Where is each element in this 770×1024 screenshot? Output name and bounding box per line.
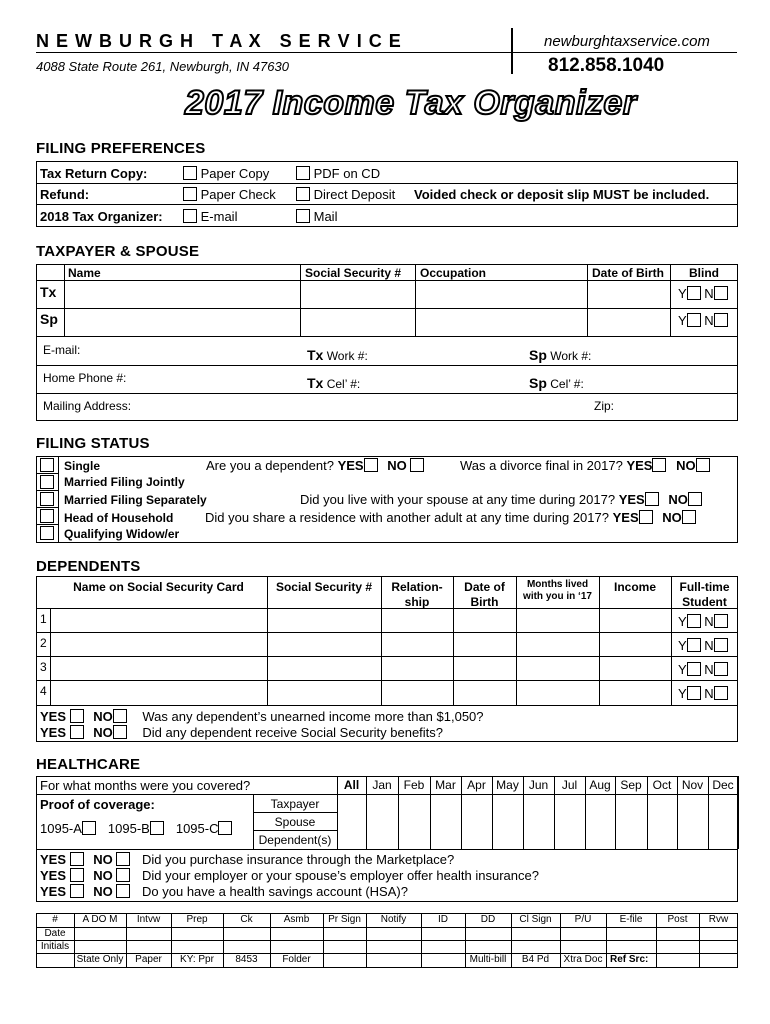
filing-status-heading: FILING STATUS bbox=[36, 435, 150, 452]
share-residence-yes-checkbox[interactable] bbox=[639, 510, 653, 524]
dep1-student-no-checkbox[interactable] bbox=[714, 614, 728, 628]
status-mfj: Married Filing Jointly bbox=[64, 475, 185, 489]
hsa-question: Do you have a health savings account (HSA)? bbox=[142, 884, 408, 899]
voided-check-note: Voided check or deposit slip MUST be included. bbox=[414, 187, 710, 202]
month-12: Dec bbox=[712, 778, 734, 792]
dep-row-4: 4 bbox=[40, 684, 47, 698]
status-mfs: Married Filing Separately bbox=[64, 493, 207, 507]
dep-col-income: Income bbox=[613, 580, 656, 594]
yes-label: YES bbox=[40, 868, 67, 883]
month-0: All bbox=[343, 778, 360, 792]
office-footer-7: Xtra Doc bbox=[563, 954, 603, 965]
dependent-no-checkbox[interactable] bbox=[410, 458, 424, 472]
office-col-12: E-file bbox=[619, 914, 643, 925]
paper-check-label: Paper Check bbox=[200, 187, 276, 202]
office-col-6: Pr Sign bbox=[328, 914, 361, 925]
paper-copy-checkbox[interactable] bbox=[183, 166, 197, 180]
marketplace-yes-checkbox[interactable] bbox=[70, 852, 84, 866]
yes-y: Y bbox=[678, 313, 687, 328]
month-11: Nov bbox=[681, 778, 704, 792]
employer-no-checkbox[interactable] bbox=[116, 868, 130, 882]
office-col-5: Asmb bbox=[283, 914, 310, 925]
proof-label: Proof of coverage: bbox=[40, 797, 155, 812]
month-4: Apr bbox=[467, 778, 486, 792]
live-spouse-no-checkbox[interactable] bbox=[688, 492, 702, 506]
col-blind: Blind bbox=[689, 266, 719, 280]
unearned-yes-checkbox[interactable] bbox=[70, 709, 84, 723]
no-n: N bbox=[704, 686, 714, 701]
yes-label: YES bbox=[40, 884, 67, 899]
dependents-heading: DEPENDENTS bbox=[36, 558, 141, 575]
no-label: NO bbox=[93, 852, 113, 867]
ss-benefits-question: Did any dependent receive Social Security benefits? bbox=[142, 725, 444, 740]
pref-label: Tax Return Copy: bbox=[40, 166, 148, 181]
unearned-question: Was any dependent’s unearned income more than $1,050? bbox=[142, 709, 484, 724]
dep-col-dob: Date of bbox=[464, 580, 505, 594]
mailing-address-label: Mailing Address: bbox=[43, 399, 132, 413]
sp-prefix: Sp bbox=[529, 375, 547, 391]
dep-col-name: Name on Social Security Card bbox=[73, 580, 244, 594]
dep-col-dob-2: Birth bbox=[470, 595, 499, 609]
dep4-student-no-checkbox[interactable] bbox=[714, 686, 728, 700]
no-label: NO bbox=[93, 868, 113, 883]
tx-row-label: Tx bbox=[40, 284, 57, 300]
zip-label: Zip: bbox=[594, 399, 615, 413]
form-1095b-label: 1095-B bbox=[107, 821, 150, 836]
yes-y: Y bbox=[678, 662, 687, 677]
month-2: Feb bbox=[403, 778, 425, 792]
employer-yes-checkbox[interactable] bbox=[70, 868, 84, 882]
col-dob: Date of Birth bbox=[592, 266, 664, 280]
paper-copy-label: Paper Copy bbox=[200, 166, 270, 181]
month-9: Sep bbox=[620, 778, 642, 792]
pdf-cd-label: PDF on CD bbox=[313, 166, 381, 181]
spouse-label: Spouse bbox=[274, 815, 316, 829]
dep-col-fulltime: Full-time bbox=[679, 580, 730, 594]
col-name: Name bbox=[68, 266, 101, 280]
hsa-no-checkbox[interactable] bbox=[116, 884, 130, 898]
share-residence-question: Did you share a residence with another adult at any time during 2017? bbox=[205, 510, 609, 525]
no-n: N bbox=[704, 662, 714, 677]
dep4-student-yes-checkbox[interactable] bbox=[687, 686, 701, 700]
company-website[interactable]: newburghtaxservice.com bbox=[544, 33, 710, 50]
no-label: NO bbox=[93, 725, 113, 740]
yes-y: Y bbox=[678, 286, 687, 301]
office-footer-0: State Only bbox=[76, 954, 124, 965]
status-hoh: Head of Household bbox=[64, 511, 174, 525]
yes-label: YES bbox=[626, 458, 653, 473]
dependent-question: Are you a dependent? bbox=[206, 458, 334, 473]
live-spouse-question: Did you live with your spouse at any time during 2017? bbox=[300, 492, 616, 507]
yes-label: YES bbox=[612, 510, 639, 525]
dependent-yes-checkbox[interactable] bbox=[364, 458, 378, 472]
email-organizer-label: E-mail bbox=[200, 209, 238, 224]
divorce-no-checkbox[interactable] bbox=[696, 458, 710, 472]
tx-cel-label: Cel’ #: bbox=[326, 377, 361, 391]
no-label: NO bbox=[93, 884, 113, 899]
tx-work-label: Work #: bbox=[326, 349, 368, 363]
office-col-9: DD bbox=[480, 914, 496, 925]
dep2-student-yes-checkbox[interactable] bbox=[687, 638, 701, 652]
tx-blind-no-checkbox[interactable] bbox=[714, 286, 728, 300]
form-1095c-label: 1095-C bbox=[175, 821, 219, 836]
taxpayer-box bbox=[36, 264, 738, 421]
col-ssn: Social Security # bbox=[305, 266, 402, 280]
office-col-13: Post bbox=[667, 914, 688, 925]
divorce-yes-checkbox[interactable] bbox=[652, 458, 666, 472]
dependents-label: Dependent(s) bbox=[258, 833, 332, 847]
ss-benefits-no-checkbox[interactable] bbox=[113, 725, 127, 739]
form-1095a-label: 1095-A bbox=[40, 821, 82, 836]
yes-label: YES bbox=[40, 709, 67, 724]
month-1: Jan bbox=[372, 778, 392, 792]
office-col-10: Cl Sign bbox=[519, 914, 552, 925]
no-label: NO bbox=[668, 492, 688, 507]
month-10: Oct bbox=[652, 778, 672, 792]
live-spouse-yes-checkbox[interactable] bbox=[645, 492, 659, 506]
yes-label: YES bbox=[40, 852, 67, 867]
dep-col-relation-2: ship bbox=[404, 595, 430, 609]
office-col-1: A DO M bbox=[82, 914, 118, 925]
col-occupation: Occupation bbox=[420, 266, 487, 280]
no-label: NO bbox=[662, 510, 682, 525]
sp-work-label: Work #: bbox=[550, 349, 592, 363]
office-initials-label: Initials bbox=[40, 941, 70, 952]
dep3-student-yes-checkbox[interactable] bbox=[687, 662, 701, 676]
dep2-student-no-checkbox[interactable] bbox=[714, 638, 728, 652]
office-footer-5: Multi-bill bbox=[469, 954, 507, 965]
ss-benefits-yes-checkbox[interactable] bbox=[70, 725, 84, 739]
form-title: 2017 Income Tax Organizer bbox=[185, 84, 637, 122]
office-col-8: ID bbox=[438, 914, 448, 925]
dep-col-months: Months lived bbox=[526, 579, 589, 590]
dep1-student-yes-checkbox[interactable] bbox=[687, 614, 701, 628]
email-organizer-checkbox[interactable] bbox=[183, 209, 197, 223]
sp-blind-yes-checkbox[interactable] bbox=[687, 313, 701, 327]
filing-preferences-heading: FILING PREFERENCES bbox=[36, 140, 206, 157]
company-phone: 812.858.1040 bbox=[548, 55, 665, 76]
office-footer-2: KY: Ppr bbox=[180, 954, 214, 965]
no-n: N bbox=[704, 638, 714, 653]
dep3-student-no-checkbox[interactable] bbox=[714, 662, 728, 676]
tx-prefix: Tx bbox=[307, 375, 324, 391]
ref-src-label: Ref Src: bbox=[610, 954, 649, 965]
mail-organizer-checkbox[interactable] bbox=[296, 209, 310, 223]
marketplace-question: Did you purchase insurance through the Marketplace? bbox=[142, 852, 455, 867]
no-n: N bbox=[704, 614, 714, 629]
no-label: NO bbox=[387, 458, 407, 473]
direct-deposit-label: Direct Deposit bbox=[313, 187, 396, 202]
office-col-2: Intvw bbox=[136, 914, 161, 925]
yes-y: Y bbox=[678, 614, 687, 629]
dep-row-1: 1 bbox=[40, 612, 47, 626]
sp-blind-no-checkbox[interactable] bbox=[714, 313, 728, 327]
unearned-no-checkbox[interactable] bbox=[113, 709, 127, 723]
dep-col-fulltime-2: Student bbox=[682, 595, 727, 609]
direct-deposit-checkbox[interactable] bbox=[296, 187, 310, 201]
mail-organizer-label: Mail bbox=[313, 209, 338, 224]
healthcare-heading: HEALTHCARE bbox=[36, 756, 141, 773]
tx-blind-yes-checkbox[interactable] bbox=[687, 286, 701, 300]
hoh-checkbox[interactable] bbox=[40, 509, 54, 523]
yes-y: Y bbox=[678, 638, 687, 653]
tx-prefix: Tx bbox=[307, 347, 324, 363]
office-col-14: Rvw bbox=[708, 914, 729, 925]
company-name: N E W B U R G H T A X S E R V I C E bbox=[36, 31, 402, 51]
single-checkbox[interactable] bbox=[40, 458, 54, 472]
office-col-0: # bbox=[52, 914, 58, 925]
no-n: N bbox=[704, 313, 714, 328]
marketplace-no-checkbox[interactable] bbox=[116, 852, 130, 866]
yes-label: YES bbox=[337, 458, 364, 473]
form-1095b-checkbox[interactable] bbox=[150, 821, 164, 835]
office-col-11: P/U bbox=[574, 914, 592, 925]
yes-label: YES bbox=[618, 492, 645, 507]
dep-row-2: 2 bbox=[40, 636, 47, 650]
office-date-label: Date bbox=[44, 928, 66, 939]
status-single: Single bbox=[64, 459, 101, 473]
month-3: Mar bbox=[435, 778, 456, 792]
email-label: E-mail: bbox=[43, 343, 81, 357]
no-label: NO bbox=[93, 709, 113, 724]
yes-label: YES bbox=[40, 725, 67, 740]
yes-y: Y bbox=[678, 686, 687, 701]
sp-prefix: Sp bbox=[529, 347, 547, 363]
mfj-checkbox[interactable] bbox=[40, 475, 54, 489]
month-8: Aug bbox=[589, 778, 611, 792]
month-7: Jul bbox=[561, 778, 578, 792]
share-residence-no-checkbox[interactable] bbox=[682, 510, 696, 524]
sp-cel-label: Cel’ #: bbox=[550, 377, 584, 391]
taxpayer-spouse-heading: TAXPAYER & SPOUSE bbox=[36, 243, 200, 260]
no-n: N bbox=[704, 286, 714, 301]
no-label: NO bbox=[676, 458, 696, 473]
header-rule bbox=[36, 52, 737, 53]
office-col-7: Notify bbox=[380, 914, 407, 925]
mfs-checkbox[interactable] bbox=[40, 492, 54, 506]
dep-row-3: 3 bbox=[40, 660, 47, 674]
office-footer-1: Paper bbox=[135, 954, 162, 965]
month-5: May bbox=[496, 778, 519, 792]
form-1095a-checkbox[interactable] bbox=[82, 821, 96, 835]
paper-check-checkbox[interactable] bbox=[183, 187, 197, 201]
pref-label: 2018 Tax Organizer: bbox=[40, 209, 163, 224]
pref-label: Refund: bbox=[40, 187, 90, 202]
form-1095c-checkbox[interactable] bbox=[218, 821, 232, 835]
office-col-4: Ck bbox=[240, 914, 253, 925]
widow-checkbox[interactable] bbox=[40, 526, 54, 540]
home-phone-label: Home Phone #: bbox=[43, 371, 127, 385]
office-footer-6: B4 Pd bbox=[521, 954, 550, 965]
office-col-3: Prep bbox=[186, 914, 208, 925]
header-divider bbox=[511, 28, 513, 74]
company-address: 4088 State Route 261, Newburgh, IN 47630 bbox=[36, 59, 289, 74]
sp-row-label: Sp bbox=[40, 311, 58, 327]
office-footer-4: Folder bbox=[282, 954, 311, 965]
dep-col-relation: Relation- bbox=[391, 580, 443, 594]
hsa-yes-checkbox[interactable] bbox=[70, 884, 84, 898]
dep-col-ssn: Social Security # bbox=[275, 580, 373, 594]
office-footer-3: 8453 bbox=[235, 954, 258, 965]
months-question: For what months were you covered? bbox=[40, 778, 251, 793]
taxpayer-label: Taxpayer bbox=[270, 797, 320, 811]
pdf-cd-checkbox[interactable] bbox=[296, 166, 310, 180]
dep-col-months-2: with you in ‘17 bbox=[523, 591, 592, 602]
status-widow: Qualifying Widow/er bbox=[64, 527, 180, 541]
employer-question: Did your employer or your spouse’s employer offer health insurance? bbox=[142, 868, 539, 883]
month-6: Jun bbox=[528, 778, 549, 792]
divorce-question: Was a divorce final in 2017? bbox=[460, 458, 623, 473]
